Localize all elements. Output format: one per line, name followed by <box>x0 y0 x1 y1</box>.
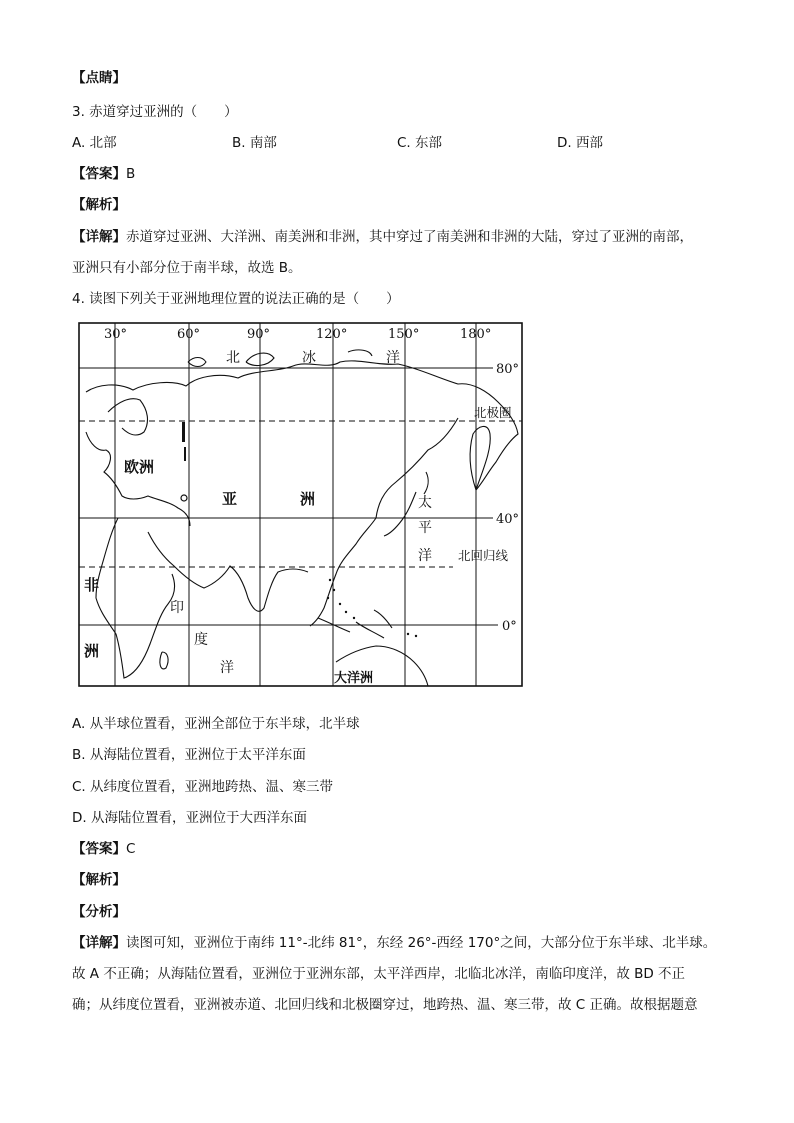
q3-detail-label: 【详解】 <box>72 229 126 245</box>
q3-option-a: A. 北部 <box>72 135 117 151</box>
tropic-of-cancer-label: 北回归线 <box>458 548 509 563</box>
ocean-pacific-1: 太 <box>418 495 432 511</box>
q4-detail-line3: 确；从纬度位置看，亚洲被赤道、北回归线和北极圈穿过，地跨热、温、寒三带，故 C 正确。故根据题意 <box>72 997 698 1013</box>
continent-asia-2: 洲 <box>300 490 316 508</box>
ocean-indian-2: 度 <box>194 632 208 648</box>
q4-option-c: C. 从纬度位置看，亚洲地跨热、温、寒三带 <box>72 779 334 795</box>
ocean-pacific-2: 平 <box>418 520 432 536</box>
lat-label-40: 40° <box>496 512 520 527</box>
ocean-north-1: 北 <box>226 350 240 366</box>
lon-label-150: 150° <box>388 327 420 342</box>
q3-answer-label: 【答案】 <box>72 166 126 182</box>
lon-label-60: 60° <box>177 327 201 342</box>
lat-label-80: 80° <box>496 362 520 377</box>
q4-question: 4. 读图下列关于亚洲地理位置的说法正确的是（ ） <box>72 291 400 307</box>
q3-option-d: D. 西部 <box>557 135 603 151</box>
continent-oceania: 大洋洲 <box>334 671 374 686</box>
q3-detail-text1: 赤道穿过亚洲、大洋洲、南美洲和非洲，其中穿过了南美洲和非洲的大陆，穿过了亚洲的南部， <box>126 229 693 245</box>
q4-analysis2-label: 【分析】 <box>72 904 126 920</box>
q4-option-a: A. 从半球位置看，亚洲全部位于东半球，北半球 <box>72 716 360 732</box>
lon-label-120: 120° <box>316 327 348 342</box>
q3-detail-line1 <box>72 225 693 245</box>
lat-label-0: 0° <box>502 619 517 634</box>
q3-answer-line <box>72 162 135 182</box>
lon-label-180: 180° <box>460 327 492 342</box>
q4-detail-line1 <box>72 931 716 951</box>
q4-answer-label: 【答案】 <box>72 841 126 857</box>
ocean-indian-3: 洋 <box>220 660 234 676</box>
continent-africa-1: 非 <box>84 576 100 594</box>
ocean-indian-1: 印 <box>170 600 184 616</box>
q4-answer: C <box>126 841 136 857</box>
q4-answer-line <box>72 837 135 857</box>
asia-location-map <box>78 322 524 688</box>
continent-europe: 欧洲 <box>124 458 155 476</box>
tip-label: 【点睛】 <box>72 70 126 86</box>
q3-option-b: B. 南部 <box>232 135 277 151</box>
q4-analysis-label: 【解析】 <box>72 872 126 888</box>
q3-answer: B <box>126 166 136 182</box>
ocean-north-3: 洋 <box>386 350 400 366</box>
continent-asia-1: 亚 <box>222 490 238 508</box>
ocean-north-2: 冰 <box>302 350 316 366</box>
arctic-circle-label: 北极圈 <box>474 405 512 420</box>
q3-analysis-label: 【解析】 <box>72 197 126 213</box>
q4-detail-text1: 读图可知，亚洲位于南纬 11°-北纬 81°，东经 26°-西经 170°之间，大部分位于东半球、北半球。 <box>126 935 717 951</box>
ocean-pacific-3: 洋 <box>418 548 432 564</box>
q3-option-c: C. 东部 <box>397 135 443 151</box>
q4-option-b: B. 从海陆位置看，亚洲位于太平洋东面 <box>72 747 306 763</box>
q3-question: 3. 赤道穿过亚洲的（ ） <box>72 104 238 120</box>
lon-label-30: 30° <box>104 327 128 342</box>
continent-africa-2: 洲 <box>84 642 100 660</box>
lon-label-90: 90° <box>247 327 271 342</box>
q4-detail-line2: 故 A 不正确；从海陆位置看，亚洲位于亚洲东部，太平洋西岸，北临北冰洋，南临印度洋，故 BD 不正 <box>72 966 686 982</box>
q4-detail-label: 【详解】 <box>72 935 126 951</box>
q3-detail-line2: 亚洲只有小部分位于南半球，故选 B。 <box>72 260 302 276</box>
q4-option-d: D. 从海陆位置看，亚洲位于大西洋东面 <box>72 810 307 826</box>
